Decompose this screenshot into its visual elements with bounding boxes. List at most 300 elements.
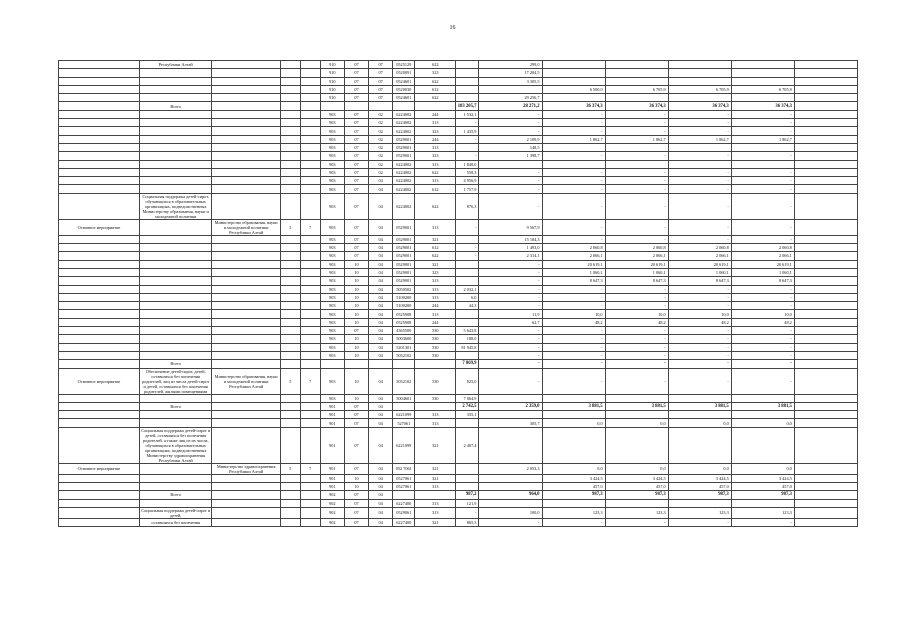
cell-c6: 10 — [344, 335, 368, 343]
table-row-s4-r5 — [59, 482, 858, 490]
cell-c6: 07 — [344, 152, 368, 160]
cell-c7: 04 — [369, 302, 393, 310]
cell-c2 — [212, 94, 280, 102]
cell-c12: 2 066,1 — [542, 252, 605, 260]
cell-c16 — [794, 185, 857, 193]
cell-c14: - — [668, 235, 731, 243]
cell-c4 — [300, 411, 320, 419]
cell-c0 — [59, 69, 140, 77]
cell-c10: - — [456, 507, 479, 518]
cell-c6: 07 — [344, 507, 368, 518]
cell-c16 — [794, 427, 857, 463]
cell-c0 — [59, 94, 140, 102]
cell-c13 — [605, 94, 668, 102]
cell-c12: 0,0 — [542, 419, 605, 427]
cell-c12: 20 619,1 — [542, 260, 605, 268]
cell-c13: 2 060,8 — [605, 244, 668, 252]
cell-c16 — [794, 419, 857, 427]
cell-c13: 1 060,1 — [605, 268, 668, 276]
cell-c8: 6224002 — [393, 185, 415, 193]
cell-c11: 3 305,5 — [479, 77, 542, 85]
cell-c10 — [456, 235, 479, 243]
cell-c14: - — [668, 168, 731, 176]
cell-c1 — [139, 343, 212, 351]
cell-c15: - — [731, 152, 794, 160]
cell-c9: 622 — [415, 61, 456, 69]
cell-c0 — [59, 127, 140, 135]
cell-c4 — [300, 491, 320, 499]
cell-c4 — [300, 69, 320, 77]
cell-c10 — [456, 318, 479, 326]
cell-c8: 6224002 — [393, 193, 415, 219]
cell-c2 — [212, 302, 280, 310]
table-row-s2-r6 — [59, 160, 858, 168]
cell-c13: - — [605, 177, 668, 185]
table-row-s5-r2 — [59, 518, 858, 526]
cell-c16 — [794, 499, 857, 507]
cell-c3 — [280, 335, 300, 343]
cell-c6: 10 — [344, 277, 368, 285]
cell-c13 — [605, 394, 668, 402]
cell-c1 — [139, 394, 212, 402]
cell-c9: 622 — [415, 252, 456, 260]
cell-c8: 0529001 — [393, 135, 415, 143]
cell-c15 — [731, 411, 794, 419]
cell-c14 — [668, 94, 731, 102]
cell-c4 — [300, 77, 320, 85]
cell-c16 — [794, 193, 857, 219]
cell-c8: 0529001 — [393, 244, 415, 252]
cell-c10: 5 643,8 — [456, 327, 479, 335]
cell-c4 — [300, 518, 320, 526]
cell-c10: 4 956,9 — [456, 177, 479, 185]
cell-c7: 04 — [369, 177, 393, 185]
cell-c5: 902 — [320, 518, 344, 526]
cell-c12: - — [542, 185, 605, 193]
cell-c15: 3 424,5 — [731, 474, 794, 482]
cell-c4 — [300, 360, 320, 368]
cell-c1 — [139, 277, 212, 285]
cell-c9: 313 — [415, 285, 456, 293]
cell-c16 — [794, 160, 857, 168]
cell-c2: Министерство здравоохранения Республики Алтай — [212, 463, 280, 474]
cell-c11: - — [479, 119, 542, 127]
cell-c0: Основное мероприятие — [59, 368, 140, 394]
cell-c5: 903 — [320, 351, 344, 359]
cell-c4 — [300, 193, 320, 219]
cell-c13: 0,0 — [605, 419, 668, 427]
cell-c5: 903 — [320, 177, 344, 185]
cell-c8: 0520091 — [393, 69, 415, 77]
cell-c8: 6224002 — [393, 168, 415, 176]
table-row-s5-total — [59, 491, 858, 499]
cell-c15: 0,0 — [731, 463, 794, 474]
cell-c10 — [456, 474, 479, 482]
cell-c5: 903 — [320, 285, 344, 293]
cell-c1 — [139, 482, 212, 490]
cell-c9: 313 — [415, 507, 456, 518]
cell-c7: 04 — [369, 507, 393, 518]
cell-c16 — [794, 343, 857, 351]
cell-c14: - — [668, 219, 731, 235]
cell-c4 — [300, 499, 320, 507]
cell-c15: - — [731, 302, 794, 310]
cell-c9: 313 — [415, 310, 456, 318]
cell-c11 — [479, 427, 542, 463]
cell-c14: 48,2 — [668, 318, 731, 326]
cell-c11: - — [479, 335, 542, 343]
cell-c15 — [731, 394, 794, 402]
cell-c12: - — [542, 327, 605, 335]
cell-c11: - — [479, 368, 542, 394]
cell-c3 — [280, 394, 300, 402]
cell-c4 — [300, 160, 320, 168]
cell-c1 — [139, 302, 212, 310]
cell-c3 — [280, 77, 300, 85]
cell-c3 — [280, 491, 300, 499]
cell-c15: - — [731, 351, 794, 359]
cell-c6: 10 — [344, 260, 368, 268]
cell-c13: 2 066,1 — [605, 252, 668, 260]
cell-c2 — [212, 160, 280, 168]
cell-c5: 903 — [320, 335, 344, 343]
cell-c14: 0,0 — [668, 419, 731, 427]
cell-c7: 07 — [369, 69, 393, 77]
cell-c0 — [59, 318, 140, 326]
cell-c4 — [300, 152, 320, 160]
cell-c5: 902 — [320, 507, 344, 518]
table-row-s3-r1 — [59, 394, 858, 402]
cell-c10: - — [456, 244, 479, 252]
cell-c8: 0529001 — [393, 277, 415, 285]
cell-c5 — [320, 360, 344, 368]
cell-c7: 04 — [369, 318, 393, 326]
cell-c0 — [59, 419, 140, 427]
cell-c0 — [59, 327, 140, 335]
table-row-s2-r18 — [59, 285, 858, 293]
cell-c8: 6227400 — [393, 499, 415, 507]
table-row-s3-r0 — [59, 368, 858, 394]
cell-c16 — [794, 482, 857, 490]
cell-c12: 0,0 — [542, 463, 605, 474]
cell-c3 — [280, 285, 300, 293]
cell-c3 — [280, 168, 300, 176]
cell-c11: 9 567,9 — [479, 219, 542, 235]
cell-c4 — [300, 507, 320, 518]
cell-c15: 2 066,1 — [731, 252, 794, 260]
cell-c9 — [415, 102, 456, 110]
cell-c14: - — [668, 193, 731, 219]
table-row-s2-r5 — [59, 152, 858, 160]
cell-c15: - — [731, 177, 794, 185]
cell-c12 — [542, 411, 605, 419]
cell-c10: 865,3 — [456, 518, 479, 526]
cell-c14: - — [668, 110, 731, 118]
cell-c8: 6224002 — [393, 160, 415, 168]
table-row-s4-r0 — [59, 411, 858, 419]
cell-c0 — [59, 244, 140, 252]
cell-c16 — [794, 268, 857, 276]
cell-c6: 07 — [344, 168, 368, 176]
cell-c2 — [212, 419, 280, 427]
cell-c9: 313 — [415, 177, 456, 185]
cell-c14: 457,0 — [668, 482, 731, 490]
cell-c4 — [300, 327, 320, 335]
cell-c9: 323 — [415, 127, 456, 135]
cell-c1 — [139, 327, 212, 335]
cell-c13: 0,0 — [605, 463, 668, 474]
cell-c6: 07 — [344, 185, 368, 193]
cell-c15: - — [731, 168, 794, 176]
cell-c13: 36 374,3 — [605, 102, 668, 110]
cell-c14: 36 374,3 — [668, 102, 731, 110]
cell-c9: 313 — [415, 419, 456, 427]
cell-c8: 6224002 — [393, 127, 415, 135]
cell-c10: 81 945,8 — [456, 343, 479, 351]
cell-c13: - — [605, 285, 668, 293]
cell-c15 — [731, 143, 794, 151]
cell-c1 — [139, 463, 212, 474]
cell-c10: 2 407,4 — [456, 427, 479, 463]
cell-c8: 5100200 — [393, 302, 415, 310]
cell-c12: - — [542, 110, 605, 118]
cell-c10: - — [456, 119, 479, 127]
cell-c4 — [300, 482, 320, 490]
cell-c13: - — [605, 351, 668, 359]
table-row-s2-r0 — [59, 110, 858, 118]
cell-c13 — [605, 143, 668, 151]
cell-c1 — [139, 293, 212, 301]
cell-c7: 04 — [369, 411, 393, 419]
cell-c5: 910 — [320, 61, 344, 69]
cell-c6: 07 — [344, 127, 368, 135]
cell-c15: - — [731, 110, 794, 118]
cell-c5: 903 — [320, 193, 344, 219]
cell-c15: 48,2 — [731, 318, 794, 326]
cell-c8: 6224002 — [393, 177, 415, 185]
cell-c6: 07 — [344, 160, 368, 168]
cell-c1 — [139, 119, 212, 127]
cell-c0 — [59, 351, 140, 359]
cell-c14 — [668, 61, 731, 69]
cell-c7: 04 — [369, 351, 393, 359]
cell-c14 — [668, 69, 731, 77]
cell-c12: - — [542, 293, 605, 301]
cell-c15: 6 705,9 — [731, 85, 794, 93]
cell-c16 — [794, 135, 857, 143]
cell-c3 — [280, 518, 300, 526]
cell-c14: - — [668, 152, 731, 160]
cell-c16 — [794, 102, 857, 110]
cell-c3 — [280, 318, 300, 326]
cell-c1: Республики Алтай — [139, 61, 212, 69]
cell-c2 — [212, 85, 280, 93]
cell-c2 — [212, 193, 280, 219]
cell-c15: - — [731, 293, 794, 301]
cell-c3: 5 — [280, 368, 300, 394]
cell-c14 — [668, 499, 731, 507]
cell-c0 — [59, 260, 140, 268]
cell-c10: 6,0 — [456, 293, 479, 301]
cell-c16 — [794, 168, 857, 176]
cell-c2 — [212, 360, 280, 368]
cell-c9: 622 — [415, 168, 456, 176]
cell-c7: 04 — [369, 244, 393, 252]
cell-c15: 123,3 — [731, 507, 794, 518]
cell-c12 — [542, 499, 605, 507]
cell-c7: 04 — [369, 193, 393, 219]
cell-c15 — [731, 77, 794, 85]
cell-c9: 313 — [415, 277, 456, 285]
cell-c0 — [59, 427, 140, 463]
cell-c11: 299,0 — [479, 61, 542, 69]
cell-c14: - — [668, 351, 731, 359]
cell-c3 — [280, 185, 300, 193]
cell-c4 — [300, 419, 320, 427]
cell-c5: 901 — [320, 419, 344, 427]
cell-c8: 0527061 — [393, 474, 415, 482]
cell-c9: 530 — [415, 368, 456, 394]
cell-c2 — [212, 351, 280, 359]
cell-c13: 3 424,5 — [605, 474, 668, 482]
cell-c3 — [280, 507, 300, 518]
cell-c8: 4365500 — [393, 327, 415, 335]
cell-c4 — [300, 61, 320, 69]
cell-c3 — [280, 277, 300, 285]
cell-c1 — [139, 499, 212, 507]
cell-c7: 04 — [369, 402, 393, 410]
cell-c0 — [59, 110, 140, 118]
cell-c3 — [280, 260, 300, 268]
cell-c3 — [280, 268, 300, 276]
cell-c7: 04 — [369, 260, 393, 268]
cell-c1: оставшихся без попечения — [139, 518, 212, 526]
cell-c12: 3 424,5 — [542, 474, 605, 482]
cell-c3 — [280, 102, 300, 110]
cell-c0 — [59, 85, 140, 93]
cell-c16 — [794, 219, 857, 235]
cell-c6: 10 — [344, 394, 368, 402]
cell-c11: - — [479, 177, 542, 185]
cell-c2 — [212, 127, 280, 135]
cell-c12: - — [542, 127, 605, 135]
cell-c7: 04 — [369, 474, 393, 482]
cell-c13: - — [605, 368, 668, 394]
cell-c15: - — [731, 343, 794, 351]
cell-c6: 07 — [344, 252, 368, 260]
cell-c9: 321 — [415, 427, 456, 463]
cell-c6: 10 — [344, 474, 368, 482]
cell-c4 — [300, 394, 320, 402]
table-row-s2-r26 — [59, 351, 858, 359]
cell-c9: 530 — [415, 327, 456, 335]
cell-c4 — [300, 277, 320, 285]
cell-c0 — [59, 518, 140, 526]
cell-c5: 903 — [320, 394, 344, 402]
cell-c4 — [300, 185, 320, 193]
cell-c9: 321 — [415, 260, 456, 268]
table-row-s2-r22 — [59, 318, 858, 326]
cell-c5: 902 — [320, 491, 344, 499]
cell-c0 — [59, 193, 140, 219]
table-row-s2-r21 — [59, 310, 858, 318]
cell-c10: - — [456, 135, 479, 143]
cell-c3 — [280, 360, 300, 368]
cell-c0 — [59, 499, 140, 507]
cell-c0 — [59, 168, 140, 176]
cell-c13: 6 705,9 — [605, 85, 668, 93]
cell-c12: 457,0 — [542, 482, 605, 490]
cell-c4 — [300, 244, 320, 252]
cell-c9: 622 — [415, 94, 456, 102]
cell-c2 — [212, 285, 280, 293]
cell-c3 — [280, 110, 300, 118]
cell-c5: 910 — [320, 94, 344, 102]
cell-c15: - — [731, 219, 794, 235]
cell-c2 — [212, 168, 280, 176]
cell-c0: Основное мероприятие — [59, 463, 140, 474]
cell-c14: 123,3 — [668, 507, 731, 518]
cell-c2 — [212, 152, 280, 160]
cell-c7: 04 — [369, 277, 393, 285]
cell-c1 — [139, 285, 212, 293]
cell-c15: 1 060,1 — [731, 268, 794, 276]
cell-c1 — [139, 127, 212, 135]
cell-c7: 07 — [369, 61, 393, 69]
cell-c2: Министерство образования, науки и молодежной политики Республики Алтай — [212, 219, 280, 235]
cell-c14: - — [668, 127, 731, 135]
cell-c14: 10,0 — [668, 310, 731, 318]
cell-c0 — [59, 474, 140, 482]
cell-c16 — [794, 310, 857, 318]
cell-c15: - — [731, 368, 794, 394]
cell-c7: 02 — [369, 143, 393, 151]
cell-c8: 6221099 — [393, 427, 415, 463]
cell-c12: 2 060,8 — [542, 244, 605, 252]
table-row-s2-r17 — [59, 277, 858, 285]
cell-c1 — [139, 318, 212, 326]
cell-c12: - — [542, 235, 605, 243]
table-row-s4-total — [59, 402, 858, 410]
cell-c10 — [456, 351, 479, 359]
cell-c15 — [731, 69, 794, 77]
cell-c0 — [59, 310, 140, 318]
cell-c11 — [479, 411, 542, 419]
cell-c14: - — [668, 368, 731, 394]
cell-c9: 313 — [415, 293, 456, 301]
cell-c12: 6 500,0 — [542, 85, 605, 93]
cell-c13 — [605, 499, 668, 507]
cell-c6: 07 — [344, 411, 368, 419]
cell-c4 — [300, 293, 320, 301]
cell-c10: 44,3 — [456, 302, 479, 310]
cell-c6: 10 — [344, 318, 368, 326]
cell-c11 — [479, 160, 542, 168]
cell-c15: - — [731, 235, 794, 243]
cell-c10 — [456, 310, 479, 318]
cell-c7: 04 — [369, 219, 393, 235]
cell-c14: 0,0 — [668, 463, 731, 474]
cell-c10: 876,3 — [456, 193, 479, 219]
cell-c8: 0524601 — [393, 77, 415, 85]
cell-c7: 04 — [369, 252, 393, 260]
cell-c13: - — [605, 168, 668, 176]
table-row-s1-r4 — [59, 94, 858, 102]
cell-c9: 313 — [415, 119, 456, 127]
cell-c10 — [456, 94, 479, 102]
cell-c0 — [59, 277, 140, 285]
cell-c1 — [139, 411, 212, 419]
